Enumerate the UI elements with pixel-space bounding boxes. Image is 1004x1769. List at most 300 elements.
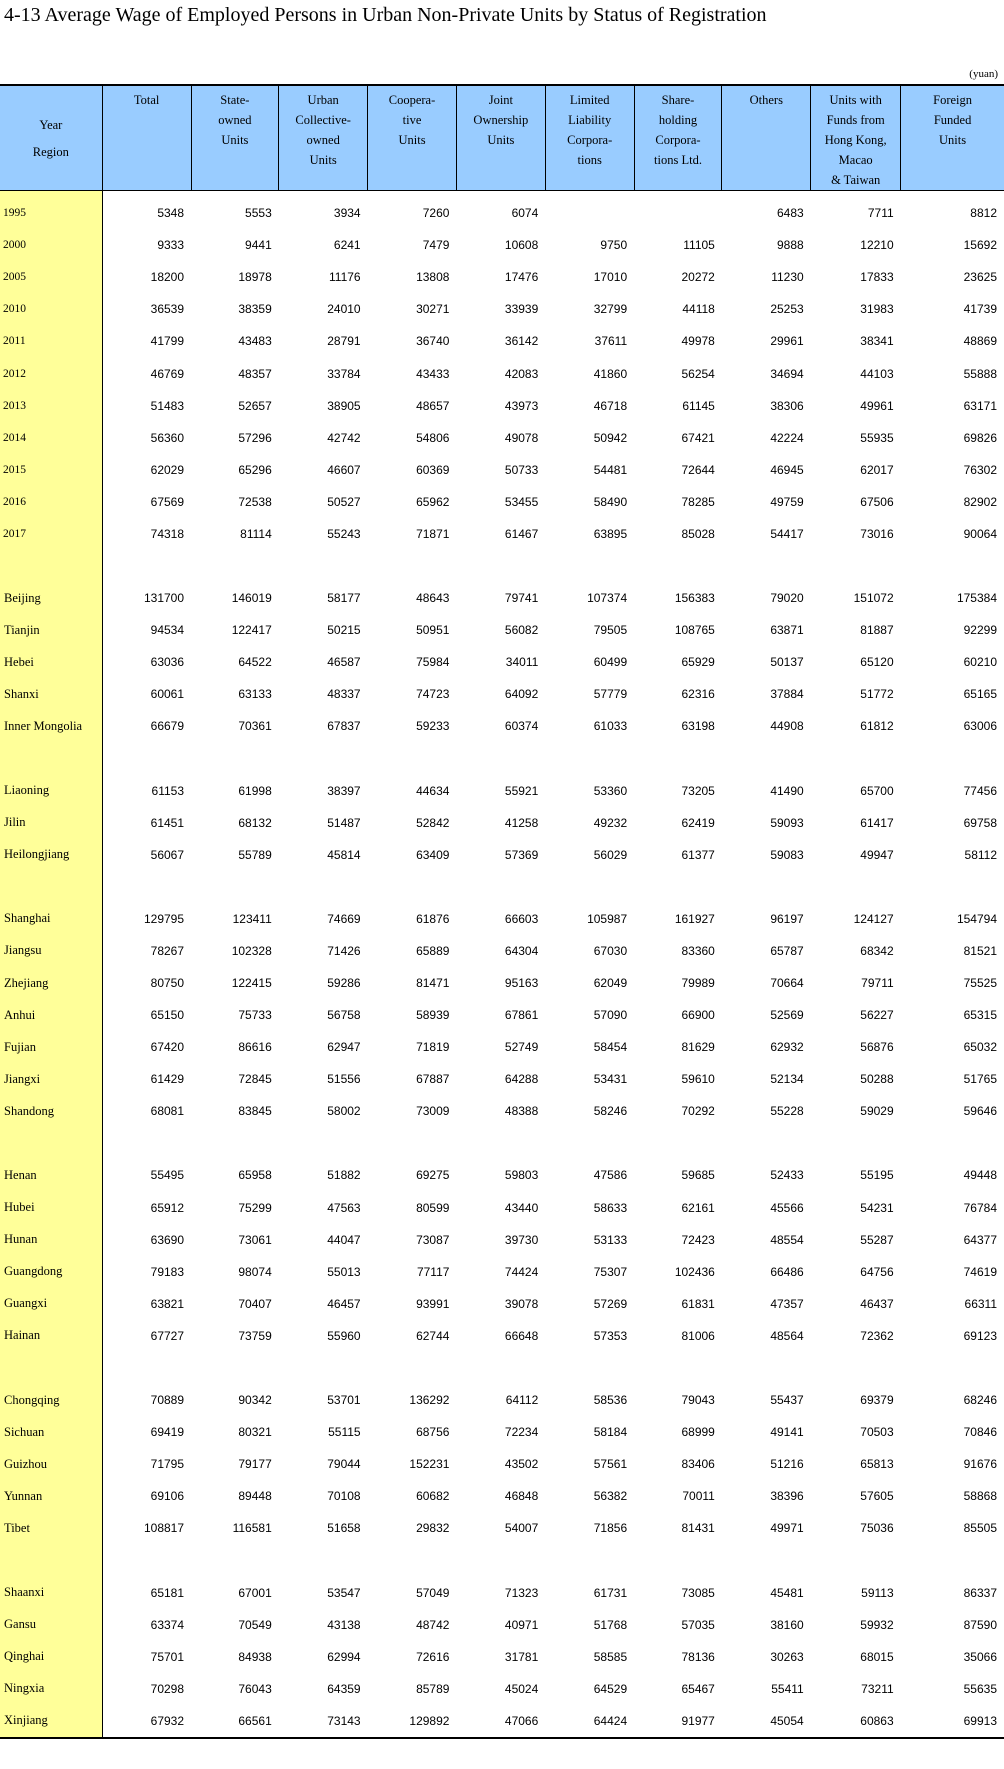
- row-label: 2010: [0, 293, 102, 325]
- header-line: Year: [39, 117, 63, 132]
- value-cell: 25253: [770, 302, 804, 317]
- value-cell: 62161: [681, 1200, 715, 1215]
- table-row: [0, 646, 1004, 678]
- value-cell: 57353: [593, 1328, 628, 1343]
- row-label: Gansu: [0, 1609, 102, 1641]
- value-cell: 7711: [867, 206, 894, 221]
- value-cell: 74723: [416, 687, 450, 702]
- value-cell: 8812: [970, 206, 997, 221]
- value-cell: 72234: [504, 1425, 539, 1440]
- row-label: Chongqing: [0, 1384, 102, 1416]
- value-cell: 49978: [681, 334, 715, 349]
- value-cell: 32799: [593, 302, 628, 317]
- value-cell: 52749: [504, 1040, 539, 1055]
- value-cell: 57561: [593, 1457, 628, 1472]
- value-cell: 34011: [505, 655, 539, 670]
- wage-table: [0, 84, 1004, 1739]
- value-cell: 68999: [681, 1425, 715, 1440]
- row-label: Liaoning: [0, 775, 102, 807]
- value-cell: 46718: [593, 398, 628, 413]
- value-cell: 48388: [504, 1104, 539, 1119]
- value-cell: 15692: [963, 238, 997, 253]
- header-line: Urban: [307, 93, 339, 107]
- value-cell: 57369: [504, 847, 539, 862]
- header-line: owned: [306, 133, 340, 147]
- value-cell: 57090: [593, 1008, 628, 1023]
- value-cell: 70846: [963, 1425, 997, 1440]
- value-cell: 47066: [456, 1705, 545, 1738]
- value-cell: 74424: [504, 1264, 539, 1279]
- value-cell: 54481: [593, 462, 628, 477]
- table-row: [0, 1095, 1004, 1127]
- value-cell: 65787: [770, 943, 804, 958]
- header-line: Units: [221, 133, 249, 147]
- value-cell: 96197: [770, 911, 804, 926]
- value-cell: 102436: [674, 1264, 715, 1279]
- value-cell: 74619: [963, 1264, 997, 1279]
- table-row: [0, 1192, 1004, 1224]
- value-cell: 64092: [504, 687, 539, 702]
- value-cell: 86616: [238, 1040, 272, 1055]
- header-line: Funds from: [826, 113, 885, 127]
- value-cell: 65150: [150, 1008, 185, 1023]
- table-row: [0, 775, 1004, 807]
- table-row: [0, 1063, 1004, 1095]
- table-row: [0, 261, 1004, 293]
- row-label: Heilongjiang: [0, 839, 102, 871]
- value-cell: 59233: [416, 719, 450, 734]
- value-cell: 131700: [143, 591, 185, 606]
- value-cell: 64756: [860, 1264, 894, 1279]
- value-cell: 52134: [770, 1072, 804, 1087]
- value-cell: 65958: [238, 1168, 272, 1183]
- value-cell: 55228: [770, 1104, 804, 1119]
- value-cell: 57779: [593, 687, 628, 702]
- value-cell: 68081: [150, 1104, 185, 1119]
- value-cell: 66311: [964, 1296, 997, 1311]
- value-cell: 51882: [327, 1168, 361, 1183]
- value-cell: 46607: [327, 462, 361, 477]
- value-cell: 75307: [593, 1264, 628, 1279]
- value-cell: 75984: [416, 655, 450, 670]
- value-cell: 46587: [327, 655, 361, 670]
- value-cell: 71871: [416, 526, 450, 541]
- value-cell: 129795: [143, 911, 185, 926]
- value-cell: 75701: [150, 1649, 185, 1664]
- value-cell: 58246: [593, 1104, 628, 1119]
- value-cell: 81887: [860, 623, 894, 638]
- header-line: Share-: [661, 93, 695, 107]
- value-cell: 80750: [150, 976, 185, 991]
- value-cell: 43138: [327, 1617, 361, 1632]
- value-cell: 65912: [150, 1200, 185, 1215]
- value-cell: 67030: [593, 943, 628, 958]
- value-cell: 49448: [963, 1168, 997, 1183]
- value-cell: 62049: [593, 976, 628, 991]
- value-cell: 51483: [150, 398, 185, 413]
- value-cell: 6241: [333, 238, 361, 253]
- value-cell: 64112: [505, 1393, 539, 1408]
- value-cell: 64288: [504, 1072, 539, 1087]
- value-cell: 38397: [327, 783, 361, 798]
- value-cell: 108765: [674, 623, 715, 638]
- value-cell: 51556: [327, 1072, 361, 1087]
- value-cell: 67569: [150, 494, 185, 509]
- value-cell: 53547: [327, 1585, 361, 1600]
- header-line: Limited: [569, 93, 610, 107]
- row-label: Anhui: [0, 999, 102, 1031]
- value-cell: 89448: [238, 1489, 272, 1504]
- value-cell: 67837: [327, 719, 361, 734]
- spacer-row: [0, 871, 1004, 903]
- value-cell: 69106: [150, 1489, 185, 1504]
- value-cell: 31983: [860, 302, 894, 317]
- value-cell: 156383: [674, 591, 715, 606]
- value-cell: 79043: [681, 1393, 715, 1408]
- value-cell: 72362: [860, 1328, 894, 1343]
- value-cell: 42742: [327, 430, 361, 445]
- value-cell: 67421: [681, 430, 715, 445]
- value-cell: 69758: [963, 815, 997, 830]
- value-cell: 34694: [770, 366, 804, 381]
- value-cell: 154794: [956, 911, 997, 926]
- row-label: Tianjin: [0, 614, 102, 646]
- header-line: Corpora-: [567, 133, 613, 147]
- value-cell: 55013: [327, 1264, 361, 1279]
- value-cell: 45566: [770, 1200, 804, 1215]
- value-cell: 51658: [327, 1521, 361, 1536]
- header-cooperative: [368, 85, 457, 191]
- value-cell: 55960: [327, 1328, 361, 1343]
- value-cell: 98074: [238, 1264, 272, 1279]
- value-cell: 17833: [860, 270, 894, 285]
- value-cell: 38160: [770, 1617, 804, 1632]
- value-cell: 60682: [416, 1489, 450, 1504]
- value-cell: 55195: [860, 1168, 894, 1183]
- table-row: [0, 1609, 1004, 1641]
- header-line: Macao: [838, 153, 873, 167]
- value-cell: 123411: [232, 911, 272, 926]
- table-row: [0, 1448, 1004, 1480]
- value-cell: 79989: [681, 976, 715, 991]
- value-cell: 81629: [681, 1040, 715, 1055]
- value-cell: 58939: [416, 1008, 450, 1023]
- spacer-label-cell: [0, 1352, 102, 1384]
- value-cell: 87590: [963, 1617, 997, 1632]
- value-cell: 49961: [860, 398, 894, 413]
- table-row: [0, 678, 1004, 710]
- value-cell: 41860: [593, 366, 628, 381]
- value-cell: 68756: [416, 1425, 450, 1440]
- value-cell: 55287: [860, 1232, 894, 1247]
- table-row: [0, 390, 1004, 422]
- value-cell: 66603: [504, 911, 539, 926]
- row-label: 1995: [0, 191, 102, 230]
- value-cell: 47586: [593, 1168, 628, 1183]
- value-cell: 61153: [151, 783, 185, 798]
- spacer-cell: [102, 1127, 1004, 1159]
- table-row: [0, 1256, 1004, 1288]
- value-cell: 3934: [333, 206, 361, 221]
- row-label: 2014: [0, 422, 102, 454]
- value-cell: 122415: [231, 976, 272, 991]
- row-label: Shandong: [0, 1095, 102, 1127]
- value-cell: 75299: [238, 1200, 272, 1215]
- value-cell: 79020: [770, 591, 804, 606]
- value-cell: 45814: [327, 847, 361, 862]
- row-label: Yunnan: [0, 1480, 102, 1512]
- value-cell: 44118: [682, 302, 715, 317]
- header-line: Corpora-: [655, 133, 701, 147]
- value-cell: [634, 191, 722, 230]
- spacer-label-cell: [0, 550, 102, 582]
- table-row: [0, 710, 1004, 742]
- value-cell: 85789: [416, 1681, 450, 1696]
- value-cell: 60863: [811, 1705, 901, 1738]
- value-cell: 61417: [860, 815, 894, 830]
- spacer-row: [0, 1544, 1004, 1576]
- value-cell: 61731: [593, 1585, 628, 1600]
- value-cell: 73009: [416, 1104, 450, 1119]
- value-cell: 81431: [681, 1521, 715, 1536]
- value-cell: 46437: [860, 1296, 894, 1311]
- value-cell: 55921: [504, 783, 539, 798]
- value-cell: 75036: [860, 1521, 894, 1536]
- value-cell: 60369: [416, 462, 450, 477]
- value-cell: 57049: [416, 1585, 450, 1600]
- value-cell: 53431: [593, 1072, 628, 1087]
- row-label: Zhejiang: [0, 967, 102, 999]
- row-label: 2015: [0, 454, 102, 486]
- value-cell: 62316: [681, 687, 715, 702]
- value-cell: 52657: [238, 398, 272, 413]
- spacer-label-cell: [0, 1127, 102, 1159]
- header-line: Hong Kong,: [824, 133, 887, 147]
- value-cell: 64304: [504, 943, 539, 958]
- value-cell: 71426: [327, 943, 361, 958]
- value-cell: 46945: [770, 462, 804, 477]
- value-cell: 59083: [770, 847, 804, 862]
- value-cell: 48742: [416, 1617, 450, 1632]
- value-cell: 92299: [963, 623, 997, 638]
- value-cell: 78285: [681, 494, 715, 509]
- value-cell: 73085: [681, 1585, 715, 1600]
- value-cell: 74318: [150, 526, 185, 541]
- header-line: Units: [398, 133, 426, 147]
- value-cell: 42224: [770, 430, 804, 445]
- header-state-owned: [191, 85, 279, 191]
- table-row: [0, 1512, 1004, 1544]
- header-line: Coopera-: [388, 93, 436, 107]
- row-label: 2013: [0, 390, 102, 422]
- value-cell: 58002: [327, 1104, 361, 1119]
- value-cell: 55935: [860, 430, 894, 445]
- value-cell: 48564: [770, 1328, 804, 1343]
- value-cell: 108817: [143, 1521, 185, 1536]
- value-cell: 49232: [593, 815, 628, 830]
- value-cell: 102328: [231, 943, 272, 958]
- value-cell: 68015: [860, 1649, 894, 1664]
- value-cell: 70407: [238, 1296, 272, 1311]
- row-label: 2011: [0, 325, 102, 357]
- value-cell: [545, 191, 634, 230]
- row-label: Shanxi: [0, 678, 102, 710]
- value-cell: 75525: [963, 976, 997, 991]
- value-cell: 17010: [593, 270, 628, 285]
- value-cell: 77117: [416, 1264, 450, 1279]
- value-cell: 60499: [593, 655, 628, 670]
- spacer-cell: [102, 1352, 1004, 1384]
- value-cell: 58112: [964, 847, 997, 862]
- header-line: Collective-: [295, 113, 351, 127]
- spacer-label-cell: [0, 1544, 102, 1576]
- table-row: [0, 614, 1004, 646]
- value-cell: 43502: [504, 1457, 539, 1472]
- value-cell: 69379: [860, 1393, 894, 1408]
- header-line: Liability: [568, 113, 612, 127]
- value-cell: 36539: [150, 302, 185, 317]
- value-cell: 65962: [416, 494, 450, 509]
- value-cell: 57269: [593, 1296, 628, 1311]
- value-cell: 79711: [861, 976, 894, 991]
- value-cell: 11176: [329, 270, 361, 285]
- value-cell: 51768: [593, 1617, 628, 1632]
- value-cell: 17476: [504, 270, 539, 285]
- value-cell: 50137: [770, 655, 804, 670]
- value-cell: 71795: [150, 1457, 185, 1472]
- value-cell: 86337: [963, 1585, 997, 1600]
- value-cell: 161927: [674, 911, 715, 926]
- value-cell: 67861: [504, 1008, 539, 1023]
- table-row: [0, 1576, 1004, 1608]
- value-cell: 85505: [963, 1521, 997, 1536]
- value-cell: 70292: [681, 1104, 715, 1119]
- value-cell: 65032: [963, 1040, 997, 1055]
- row-label: 2012: [0, 357, 102, 389]
- header-line: Ownership: [473, 113, 529, 127]
- value-cell: 36142: [504, 334, 539, 349]
- value-cell: 116581: [232, 1521, 272, 1536]
- header-line: tive: [402, 113, 422, 127]
- value-cell: 70503: [860, 1425, 894, 1440]
- value-cell: 62419: [681, 815, 715, 830]
- value-cell: 73759: [238, 1328, 272, 1343]
- value-cell: 76043: [238, 1681, 272, 1696]
- value-cell: 67887: [416, 1072, 450, 1087]
- value-cell: 41739: [963, 302, 997, 317]
- row-label: Tibet: [0, 1512, 102, 1544]
- table-row: [0, 935, 1004, 967]
- spacer-cell: [102, 871, 1004, 903]
- table-row: [0, 518, 1004, 550]
- header-line: owned: [218, 113, 252, 127]
- value-cell: 65813: [860, 1457, 894, 1472]
- value-cell: 67001: [238, 1585, 272, 1600]
- row-label: Xinjiang: [0, 1705, 102, 1738]
- value-cell: 64529: [593, 1681, 628, 1696]
- value-cell: 47563: [327, 1200, 361, 1215]
- header-line: Joint: [488, 93, 514, 107]
- value-cell: 105987: [587, 911, 628, 926]
- table-row: [0, 1159, 1004, 1191]
- spacer-cell: [102, 743, 1004, 775]
- value-cell: 23625: [963, 270, 997, 285]
- value-cell: 46769: [150, 366, 185, 381]
- value-cell: 73211: [861, 1681, 894, 1696]
- value-cell: 67420: [150, 1040, 185, 1055]
- value-cell: 43440: [504, 1200, 539, 1215]
- value-cell: 70889: [150, 1393, 185, 1408]
- row-label: 2016: [0, 486, 102, 518]
- value-cell: 61467: [504, 526, 539, 541]
- value-cell: 11230: [771, 270, 804, 285]
- table-row: [0, 1705, 1004, 1738]
- value-cell: 79183: [150, 1264, 185, 1279]
- value-cell: 76302: [963, 462, 997, 477]
- value-cell: 90342: [238, 1393, 272, 1408]
- value-cell: 63171: [963, 398, 997, 413]
- value-cell: 58633: [593, 1200, 628, 1215]
- header-total: [102, 85, 191, 191]
- value-cell: 42083: [504, 366, 539, 381]
- value-cell: 61429: [150, 1072, 185, 1087]
- value-cell: 72644: [681, 462, 715, 477]
- spacer-label-cell: [0, 871, 102, 903]
- value-cell: 58454: [593, 1040, 628, 1055]
- value-cell: 151072: [853, 591, 894, 606]
- value-cell: 45024: [504, 1681, 539, 1696]
- value-cell: 73016: [860, 526, 894, 541]
- value-cell: 146019: [231, 591, 272, 606]
- value-cell: 152231: [409, 1457, 450, 1472]
- value-cell: 73061: [238, 1232, 272, 1247]
- value-cell: 38396: [770, 1489, 804, 1504]
- value-cell: 63409: [416, 847, 450, 862]
- value-cell: 79044: [327, 1457, 361, 1472]
- value-cell: 44103: [860, 366, 894, 381]
- value-cell: 18978: [238, 270, 272, 285]
- value-cell: 64522: [238, 655, 272, 670]
- value-cell: 61377: [681, 847, 715, 862]
- value-cell: 62744: [416, 1328, 450, 1343]
- value-cell: 64359: [327, 1681, 361, 1696]
- value-cell: 62029: [150, 462, 185, 477]
- value-cell: 53360: [593, 783, 628, 798]
- value-cell: 39730: [504, 1232, 539, 1247]
- value-cell: 41258: [504, 815, 539, 830]
- value-cell: 69123: [963, 1328, 997, 1343]
- row-label: Beijing: [0, 582, 102, 614]
- value-cell: 30263: [770, 1649, 804, 1664]
- value-cell: 28791: [327, 334, 361, 349]
- header-line: State-: [220, 93, 250, 107]
- value-cell: 58585: [593, 1649, 628, 1664]
- value-cell: 56876: [860, 1040, 894, 1055]
- value-cell: 79177: [238, 1457, 272, 1472]
- value-cell: 55635: [963, 1681, 997, 1696]
- value-cell: 69913: [901, 1705, 1004, 1738]
- value-cell: 38306: [770, 398, 804, 413]
- value-cell: 48337: [327, 687, 361, 702]
- value-cell: 62947: [327, 1040, 361, 1055]
- row-label: Guangdong: [0, 1256, 102, 1288]
- value-cell: 37884: [770, 687, 804, 702]
- row-label: 2005: [0, 261, 102, 293]
- value-cell: 56227: [860, 1008, 894, 1023]
- row-label: Shanghai: [0, 903, 102, 935]
- value-cell: 50288: [860, 1072, 894, 1087]
- table-title: 4-13 Average Wage of Employed Persons in Urban Non-Private Units by Status of Registration: [4, 4, 767, 26]
